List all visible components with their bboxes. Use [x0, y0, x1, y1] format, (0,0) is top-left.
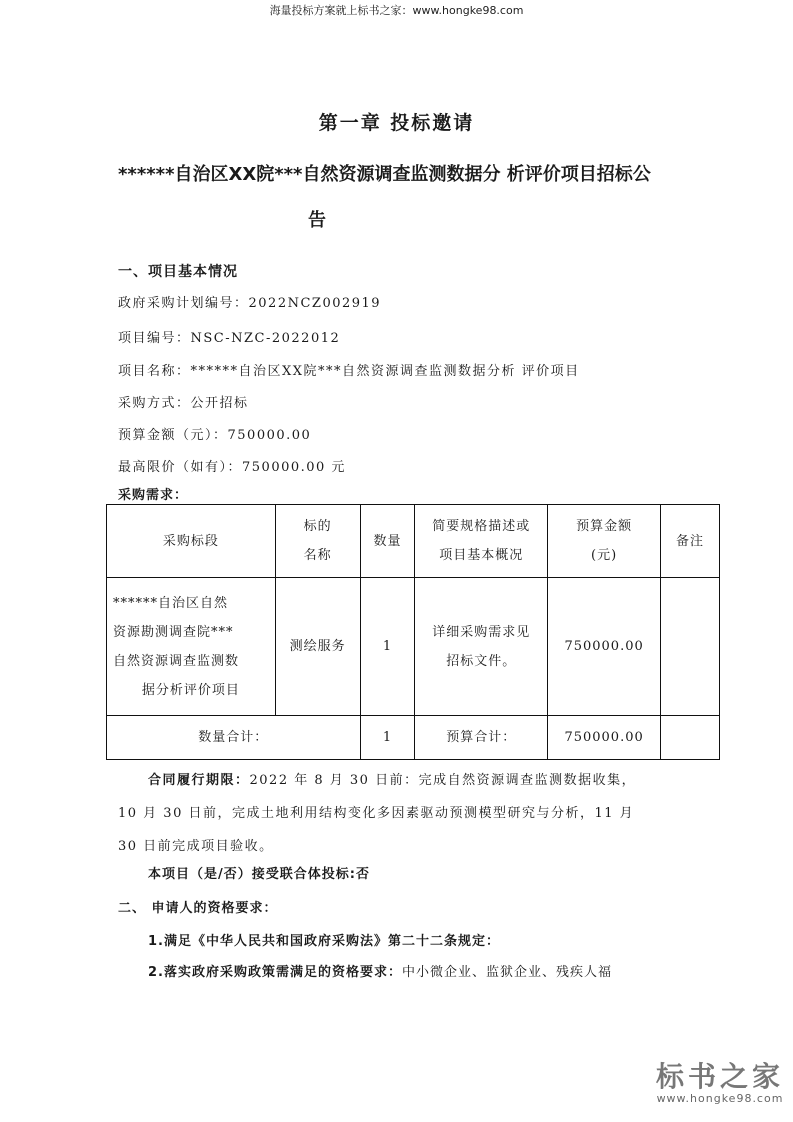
requirements-table [106, 504, 720, 760]
notice-title [118, 152, 678, 244]
qualification-item-1: 1.满足《中华人民共和国政府采购法》第二十二条规定： [148, 934, 500, 949]
requirements-label: 采购需求： [118, 488, 189, 503]
header-description-line2: 项目基本概况 [439, 548, 524, 563]
cell-budget: 750000.00 [548, 578, 661, 716]
field-procurement-method: 采购方式：公开招标 [118, 396, 249, 411]
contract-period [118, 764, 678, 863]
header-description-line1: 简要规格描述或 [432, 519, 531, 534]
cell-lot [107, 578, 276, 716]
cell-quantity: 1 [360, 578, 415, 716]
brand-url: www.hongke98.com [656, 1092, 784, 1105]
section-heading-basic-info: 一、项目基本情况 [118, 264, 238, 280]
top-watermark: 海量投标方案就上标书之家：www.hongke98.com [269, 4, 524, 17]
header-remark: 备注 [661, 505, 720, 578]
header-quantity: 数量 [360, 505, 415, 578]
cell-qty-total-label: 数量合计： [107, 716, 361, 760]
contract-period-label: 合同履行期限： [148, 773, 250, 788]
qualification-item-2-text: 中小微企业、监狱企业、残疾人福 [401, 965, 612, 980]
header-budget [548, 505, 661, 578]
cell-budget-total-label: 预算合计： [415, 716, 548, 760]
cell-description [415, 578, 548, 716]
field-plan-number: 政府采购计划编号：2022NCZ002919 [118, 296, 382, 311]
field-project-number: 项目编号：NSC-NZC-2022012 [118, 331, 341, 346]
description-line: 详细采购需求见 [432, 624, 531, 640]
lot-line: 自然资源调查监测数 [113, 653, 240, 669]
header-lot: 采购标段 [107, 505, 276, 578]
field-project-name: 项目名称：******自治区XX院***自然资源调查监测数据分析 评价项目 [118, 364, 580, 379]
cell-total-remark [661, 716, 720, 760]
contract-period-line1 [118, 764, 678, 797]
header-budget-line2: (元) [591, 548, 618, 563]
contract-period-line2: 10 月 30 日前，完成土地利用结构变化多因素驱动预测模型研究与分析，11 月 [118, 806, 635, 821]
lot-line: 资源勘测调查院*** [113, 624, 234, 640]
cell-remark [661, 578, 720, 716]
brand-name: 标书之家 [655, 1060, 784, 1093]
contract-period-text1: 2022 年 8 月 30 日前：完成自然资源调查监测数据收集， [249, 773, 637, 788]
description-line: 招标文件。 [446, 653, 517, 669]
cell-item-name: 测绘服务 [275, 578, 360, 716]
cell-budget-total: 750000.00 [548, 716, 661, 760]
chapter-title: 第一章 投标邀请 [318, 112, 475, 134]
table-header-row [107, 505, 720, 578]
notice-title-line2: 告 [308, 210, 326, 231]
consortium-statement: 本项目（是/否）接受联合体投标:否 [148, 867, 370, 882]
contract-period-line3: 30 日前完成项目验收。 [118, 839, 274, 854]
cell-qty-total: 1 [360, 716, 415, 760]
section-heading-qualifications: 二、 申请人的资格要求： [118, 901, 278, 916]
table-total-row [107, 716, 720, 760]
header-budget-line1: 预算金额 [576, 519, 633, 534]
field-budget: 预算金额（元）：750000.00 [118, 428, 312, 443]
header-item-name-line1: 标的 [303, 519, 332, 534]
header-item-name [275, 505, 360, 578]
notice-title-line1: ******自治区XX院***自然资源调查监测数据分 析评价项目招标公 [118, 164, 651, 185]
table-row [107, 578, 720, 716]
qualification-item-2-label: 2.落实政府采购政策需满足的资格要求： [148, 965, 402, 980]
lot-line: ******自治区自然 [113, 595, 229, 611]
brand-logo [650, 1062, 790, 1105]
qualification-item-2 [148, 961, 612, 980]
header-item-name-line2: 名称 [303, 548, 332, 563]
lot-line: 据分析评价项目 [141, 682, 240, 698]
header-description [415, 505, 548, 578]
field-max-price: 最高限价（如有）：750000.00 元 [118, 460, 346, 475]
